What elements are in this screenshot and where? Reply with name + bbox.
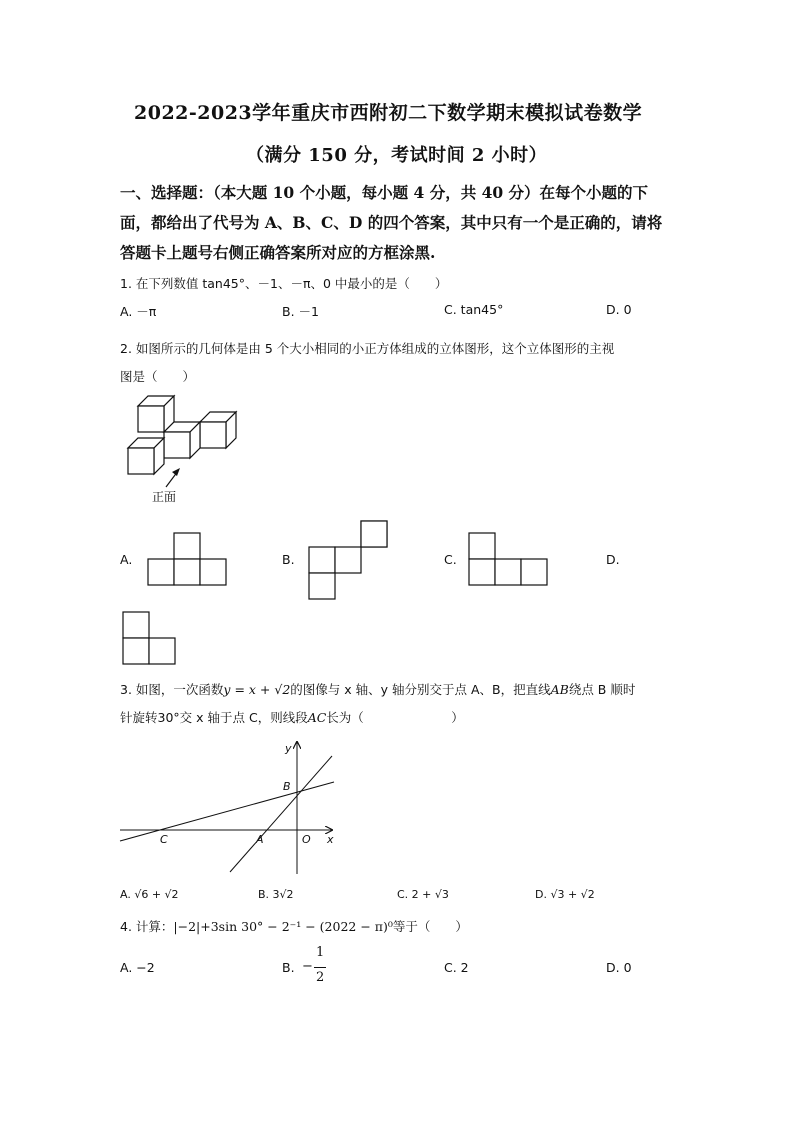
line-ab — [230, 756, 332, 872]
section-intro-line2: 面，都给出了代号为 A、B、C、D 的四个答案，其中只有一个是正确的，请将 — [120, 213, 663, 232]
q1-option-b: B. －1 — [282, 304, 319, 319]
q3-option-b: B. 3√2 — [258, 888, 294, 901]
label-a: A — [256, 833, 264, 846]
q2-option-d-figure — [121, 611, 177, 665]
page-subtitle: （满分 150 分，考试时间 2 小时） — [246, 145, 548, 166]
q3-stem-c: 绕点 B 顺时 — [568, 682, 636, 697]
q4-option-d: D. 0 — [606, 960, 632, 975]
q4-option-b-fraction — [302, 945, 332, 991]
label-y: y — [285, 742, 292, 755]
q1-option-a: A. －π — [120, 304, 157, 319]
section-intro-line1: 一、选择题：（本大题 10 个小题，每小题 4 分，共 40 分）在每个小题的下 — [120, 183, 649, 202]
q4-option-b-denominator: 2 — [316, 970, 325, 985]
q3-stem-line1 — [120, 680, 635, 698]
q4-option-a: A. −2 — [120, 960, 155, 975]
q2-option-c-figure — [467, 532, 549, 586]
q3-stem-line2b: 长为（ ） — [326, 710, 464, 725]
label-c: C — [160, 833, 168, 846]
q1-option-d: D. 0 — [606, 302, 632, 317]
q3-formula: y = x + √2 — [223, 682, 291, 697]
q4-stem — [120, 917, 468, 935]
q3-option-c: C. 2 + √3 — [397, 888, 449, 901]
q1-stem: 1. 在下列数值 tan45°、－1、－π、0 中最小的是（ ） — [120, 276, 448, 291]
q4-option-b-label: B. — [282, 960, 295, 975]
q3-ab: AB — [550, 682, 569, 697]
q2-cube-figure — [120, 393, 250, 508]
q2-option-a-figure — [146, 532, 228, 586]
label-o: O — [302, 833, 311, 846]
q4-stem-a: 4. 计算： — [120, 919, 174, 934]
q4-option-b-minus: − — [302, 959, 313, 974]
label-x: x — [327, 833, 334, 846]
q3-stem-line2a: 针旋转30°交 x 轴于点 C，则线段 — [120, 710, 308, 725]
q2-stem-line2: 图是（ ） — [120, 369, 196, 384]
q2-stem-line1: 2. 如图所示的几何体是由 5 个大小相同的小正方体组成的立体图形，这个立体图形的主视 — [120, 341, 615, 356]
fraction-bar — [314, 967, 326, 968]
front-label: 正面 — [152, 490, 177, 504]
q3-option-d: D. √3 + √2 — [535, 888, 595, 901]
q3-option-a: A. √6 + √2 — [120, 888, 179, 901]
q4-stem-b: 等于（ ） — [392, 919, 468, 934]
label-b: B — [283, 780, 291, 793]
q3-stem-b: 的图像与 x 轴、y 轴分别交于点 A、B，把直线 — [290, 682, 551, 697]
q4-option-b-numerator: 1 — [316, 945, 325, 960]
q3-ac: AC — [307, 710, 327, 725]
q4-formula: |−2|+3sin 30° − 2⁻¹ − (2022 − π)⁰ — [173, 919, 393, 934]
q2-option-d-label: D. — [606, 552, 620, 567]
q3-graph — [118, 738, 348, 878]
q3-stem-line2 — [120, 708, 464, 726]
page-title: 2022-2023学年重庆市西附初二下数学期末模拟试卷数学 — [134, 102, 643, 124]
section-intro-line3: 答题卡上题号右侧正确答案所对应的方框涂黑. — [120, 243, 436, 262]
q2-option-b-figure — [307, 520, 389, 600]
q2-option-b-label: B. — [282, 552, 295, 567]
q2-option-c-label: C. — [444, 552, 457, 567]
q2-option-a-label: A. — [120, 552, 133, 567]
q3-stem-a: 3. 如图，一次函数 — [120, 682, 224, 697]
q1-option-c: C. tan45° — [444, 302, 504, 317]
q4-option-c: C. 2 — [444, 960, 469, 975]
